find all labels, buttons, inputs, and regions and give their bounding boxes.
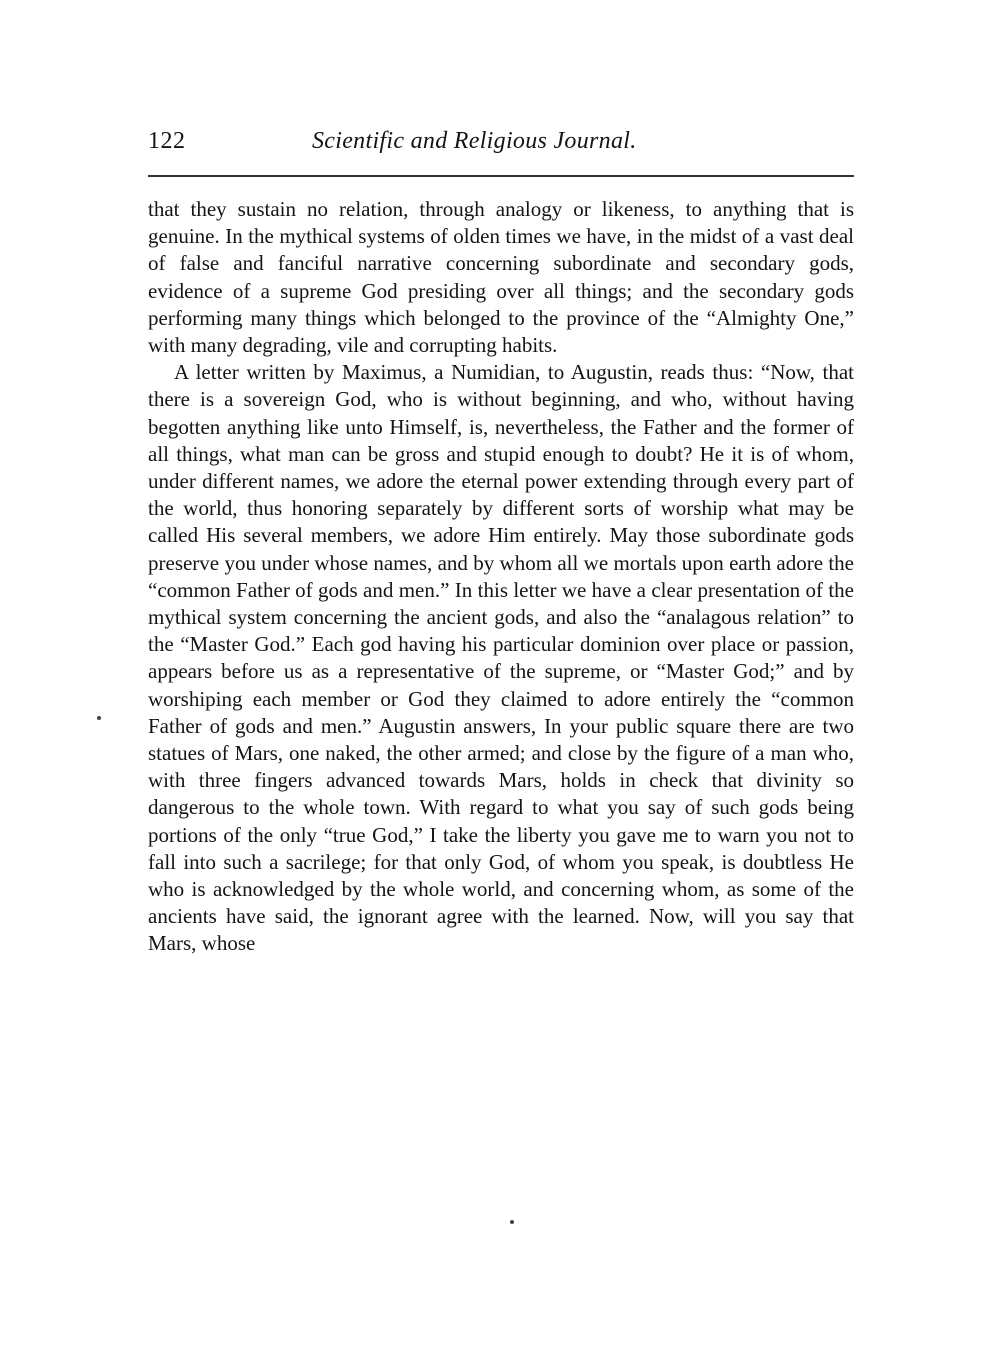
bottom-speck xyxy=(510,1220,514,1224)
page-number: 122 xyxy=(148,128,186,154)
header-rule xyxy=(148,175,854,177)
running-title: Scientific and Religious Journal. xyxy=(312,128,637,154)
margin-speck xyxy=(97,716,101,720)
body-text xyxy=(148,196,854,958)
paragraph-2: A letter written by Maximus, a Numidian, to Augustin, reads thus: “Now, that there is a sovereign God, who is without beginning, and who, without having begotten anything like unto Himself, is, nevertheless, the Father and the former of all things, what man can be gross and stupid enough to doubt? He it is of whom, under different names, we adore the eternal power extending through every part of the world, thus honoring separately by different sorts of worship what may be called His several members, we adore Him entirely. May those subordinate gods preserve you under whose names, and by whom all we mortals upon earth adore the “common Father of gods and men.” In this letter we have a clear presentation of the mythical system concerning the ancient gods, and also the “analagous relation” to the “Master God.” Each god having his particular dominion over place or passion, appears before us as a representative of the supreme, or “Master God;” and by worshiping each member or God they claimed to adore entirely the “common Father of gods and men.” Augustin answers, In your public square there are two statues of Mars, one naked, the other armed; and close by the figure of a man who, with three fingers advanced towards Mars, holds in check that divinity so dangerous to the whole town. With regard to what you say of such gods being portions of the only “true God,” I take the liberty you gave me to warn you not to fall into such a sacrilege; for that only God, of whom you speak, is doubtless He who is acknowledged by the whole world, and concerning whom, as some of the ancients have said, the ignorant agree with the learned. Now, will you say that Mars, whose xyxy=(148,360,854,956)
page-header xyxy=(148,128,856,162)
paragraph-1: that they sustain no relation, through analogy or likeness, to anything that is genuine. In the mythical systems of olden times we have, in the midst of a vast deal of false and fanciful narrative concerning subordinate and secondary gods, evidence of a supreme God presiding over all things; and the secondary gods performing many things which belonged to the province of the “Almighty One,” with many degrading, vile and corrupting habits. xyxy=(148,197,854,358)
